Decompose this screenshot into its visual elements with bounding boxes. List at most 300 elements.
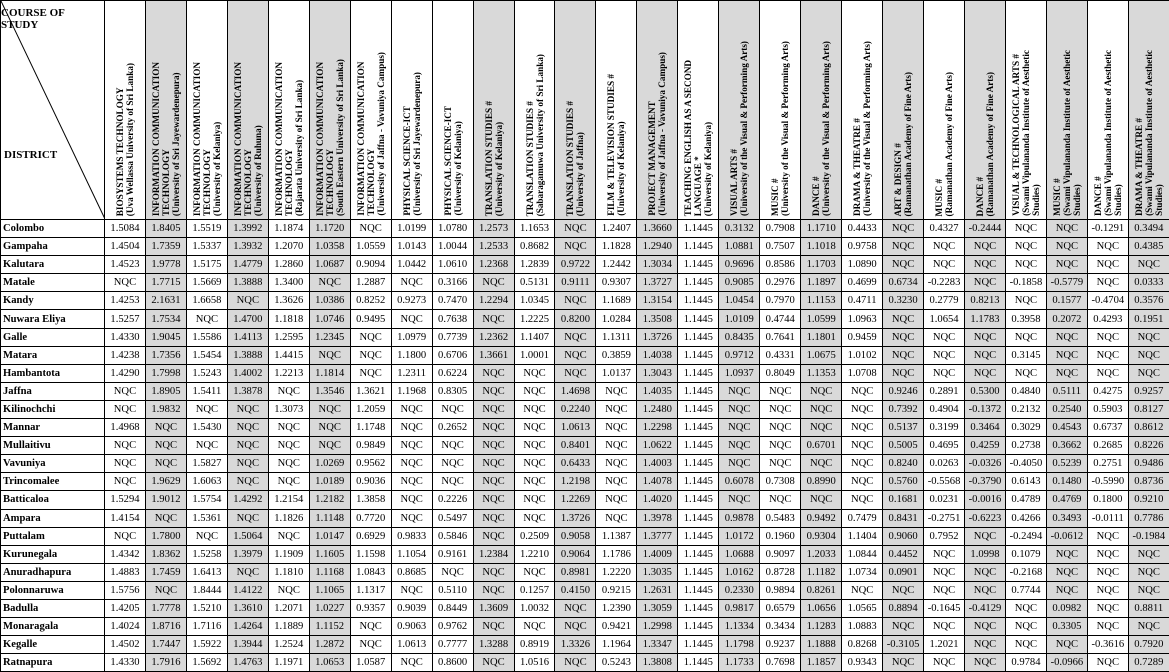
zscore-cell: 1.1445 [678, 256, 719, 274]
zscore-cell: 0.5111 [1046, 382, 1087, 400]
zscore-cell: 1.3626 [268, 292, 309, 310]
zscore-cell: 1.1407 [514, 328, 555, 346]
zscore-cell: NQC [760, 400, 801, 418]
zscore-cell: 1.0565 [842, 599, 883, 617]
zscore-cell: 1.1720 [309, 220, 350, 238]
zscore-cell: 1.1152 [309, 618, 350, 636]
zscore-cell: 1.4020 [637, 491, 678, 509]
zscore-cell: 0.4385 [1128, 238, 1169, 256]
zscore-cell: 1.3808 [637, 654, 678, 672]
zscore-cell: 1.1065 [309, 581, 350, 599]
zscore-cell: 1.5258 [186, 545, 227, 563]
course-header-label: FILM & TELEVISION STUDIES # (University of Kelaniya) [606, 74, 626, 216]
zscore-cell: 1.5243 [186, 364, 227, 382]
zscore-cell: NQC [391, 491, 432, 509]
zscore-cell: 1.2213 [268, 364, 309, 382]
zscore-cell: NQC [473, 581, 514, 599]
zscore-cell: NQC [227, 400, 268, 418]
zscore-cell: 0.5243 [596, 654, 637, 672]
course-header [924, 1, 965, 220]
table-row [1, 419, 1169, 437]
zscore-cell: NQC [965, 654, 1006, 672]
zscore-cell: NQC [1087, 618, 1128, 636]
zscore-cell: 0.9817 [719, 599, 760, 617]
zscore-cell: 1.4763 [227, 654, 268, 672]
zscore-cell: 1.3878 [227, 382, 268, 400]
zscore-cell: 0.5137 [883, 419, 924, 437]
zscore-cell: 0.3305 [1046, 618, 1087, 636]
zscore-cell: 0.2976 [760, 274, 801, 292]
zscore-cell: NQC [965, 527, 1006, 545]
zscore-cell: 0.8049 [760, 364, 801, 382]
zscore-cell: 1.1445 [678, 636, 719, 654]
zscore-cell: 1.8444 [186, 581, 227, 599]
zscore-cell: 1.3888 [227, 346, 268, 364]
zscore-cell: 0.0901 [883, 563, 924, 581]
zscore-cell: NQC [227, 292, 268, 310]
zscore-cell: 0.2240 [555, 400, 596, 418]
zscore-cell: 1.3858 [350, 491, 391, 509]
zscore-cell: 1.4502 [105, 636, 146, 654]
zscore-cell: -0.0966 [1046, 654, 1087, 672]
zscore-cell: NQC [924, 238, 965, 256]
zscore-cell: 1.4253 [105, 292, 146, 310]
zscore-cell: 0.5497 [432, 509, 473, 527]
zscore-cell: 1.2872 [309, 636, 350, 654]
zscore-cell: NQC [1005, 256, 1046, 274]
zscore-cell: NQC [842, 581, 883, 599]
zscore-cell: NQC [924, 563, 965, 581]
zscore-cell: 0.9257 [1128, 382, 1169, 400]
zscore-cell: 1.2524 [268, 636, 309, 654]
zscore-cell: 1.2033 [801, 545, 842, 563]
zscore-cell: NQC [719, 437, 760, 455]
zscore-cell: 1.7778 [145, 599, 186, 617]
zscore-cell: -0.2751 [924, 509, 965, 527]
zscore-cell: NQC [473, 382, 514, 400]
zscore-cell: 0.6706 [432, 346, 473, 364]
zscore-cell: NQC [350, 220, 391, 238]
zscore-cell: 0.4331 [760, 346, 801, 364]
zscore-cell: NQC [1128, 581, 1169, 599]
zscore-cell: 0.6224 [432, 364, 473, 382]
district-cell: Anuradhapura [1, 563, 105, 581]
course-header [350, 1, 391, 220]
zscore-cell: NQC [145, 437, 186, 455]
zscore-cell: NQC [965, 581, 1006, 599]
zscore-cell: 1.5454 [186, 346, 227, 364]
course-header-label: DANCE # (University of the Visual & Performing Arts) [811, 41, 831, 216]
zscore-cell: 0.2685 [1087, 437, 1128, 455]
zscore-cell: NQC [883, 364, 924, 382]
zscore-cell: NQC [350, 328, 391, 346]
zscore-cell: 0.7289 [1128, 654, 1169, 672]
zscore-cell: 0.5131 [514, 274, 555, 292]
zscore-cell: 1.1964 [596, 636, 637, 654]
zscore-cell: 1.4504 [105, 238, 146, 256]
zscore-cell: NQC [514, 364, 555, 382]
zscore-cell: NQC [473, 509, 514, 527]
zscore-cell: NQC [1005, 328, 1046, 346]
zscore-cell: 0.9878 [719, 509, 760, 527]
zscore-cell: NQC [924, 545, 965, 563]
zscore-cell: 0.2738 [1005, 437, 1046, 455]
zscore-cell: 1.4038 [637, 346, 678, 364]
zscore-cell: 1.2021 [924, 636, 965, 654]
zscore-cell: NQC [1087, 563, 1128, 581]
zscore-cell: NQC [924, 364, 965, 382]
table-row [1, 310, 1169, 328]
zscore-cell: NQC [924, 328, 965, 346]
zscore-cell: 1.4883 [105, 563, 146, 581]
zscore-cell: 1.2311 [391, 364, 432, 382]
zscore-cell: 1.3043 [637, 364, 678, 382]
zscore-cell: -0.0016 [965, 491, 1006, 509]
zscore-cell: NQC [1005, 220, 1046, 238]
zscore-cell: NQC [1005, 636, 1046, 654]
course-header [105, 1, 146, 220]
zscore-cell: 0.9161 [432, 545, 473, 563]
zscore-cell: 1.3777 [637, 527, 678, 545]
corner-cell [1, 1, 105, 220]
zscore-cell: 0.9036 [350, 473, 391, 491]
zscore-cell: 0.1079 [1005, 545, 1046, 563]
zscore-cell: 1.1445 [678, 382, 719, 400]
zscore-cell: 1.2940 [637, 238, 678, 256]
zscore-cell: NQC [842, 382, 883, 400]
zscore-cell: 1.0516 [514, 654, 555, 672]
zscore-cell: 1.1317 [350, 581, 391, 599]
zscore-cell: NQC [227, 455, 268, 473]
district-cell: Kurunegala [1, 545, 105, 563]
course-header-label: BIOSYSTEMS TECHNOLOGY (Uva Wellassa University of Sri Lanka) [115, 63, 135, 216]
zscore-cell: 1.8905 [145, 382, 186, 400]
zscore-cell: NQC [801, 455, 842, 473]
zscore-cell: 1.9012 [145, 491, 186, 509]
zscore-cell: 1.1445 [678, 654, 719, 672]
zscore-cell: 1.2071 [268, 599, 309, 617]
zscore-cell: NQC [1005, 364, 1046, 382]
zscore-cell: 0.5760 [883, 473, 924, 491]
zscore-cell: 1.7359 [145, 238, 186, 256]
zscore-cell: 1.0890 [842, 256, 883, 274]
zscore-cell: 1.1710 [801, 220, 842, 238]
zscore-cell: NQC [391, 437, 432, 455]
zscore-cell: 1.1445 [678, 509, 719, 527]
zscore-cell: 0.5903 [1087, 400, 1128, 418]
zscore-cell: 1.8405 [145, 220, 186, 238]
zscore-cell: NQC [924, 618, 965, 636]
zscore-cell: 0.7952 [924, 527, 965, 545]
zscore-cell: 0.8685 [391, 563, 432, 581]
zscore-cell: 0.6929 [350, 527, 391, 545]
zscore-cell: NQC [760, 419, 801, 437]
zscore-cell: 0.9085 [719, 274, 760, 292]
zscore-cell: 1.1283 [801, 618, 842, 636]
zscore-cell: 0.8728 [760, 563, 801, 581]
zscore-cell: 1.1828 [596, 238, 637, 256]
zscore-cell: NQC [186, 310, 227, 328]
zscore-cell: 1.1018 [801, 238, 842, 256]
zscore-cell: 1.3888 [227, 274, 268, 292]
zscore-cell: 0.3434 [760, 618, 801, 636]
course-header-label: INFORMATION COMMUNICATION TECHNOLOGY (University of Ruhuna) [233, 62, 263, 216]
zscore-cell: 0.8213 [965, 292, 1006, 310]
zscore-cell: 0.8811 [1128, 599, 1169, 617]
zscore-cell: 0.9058 [555, 527, 596, 545]
zscore-cell: 0.2779 [924, 292, 965, 310]
zscore-cell: NQC [432, 563, 473, 581]
district-cell: Puttalam [1, 527, 105, 545]
zscore-cell: 0.8305 [432, 382, 473, 400]
zscore-cell: 0.4327 [924, 220, 965, 238]
zscore-cell: 0.6143 [1005, 473, 1046, 491]
zscore-cell: 1.5922 [186, 636, 227, 654]
zscore-cell: NQC [145, 419, 186, 437]
zscore-cell: -0.3790 [965, 473, 1006, 491]
zscore-cell: 1.4779 [227, 256, 268, 274]
zscore-cell: 1.4523 [105, 256, 146, 274]
zscore-cell: 0.9304 [801, 527, 842, 545]
district-cell: Jaffna [1, 382, 105, 400]
zscore-cell: -0.6223 [965, 509, 1006, 527]
zscore-cell: NQC [883, 310, 924, 328]
zscore-cell: 0.7392 [883, 400, 924, 418]
zscore-cell: 0.9784 [1005, 654, 1046, 672]
zscore-cell: 1.1445 [678, 455, 719, 473]
zscore-cell: NQC [555, 220, 596, 238]
zscore-cell: 1.0883 [842, 618, 883, 636]
course-header [268, 1, 309, 220]
zscore-cell: 0.7479 [842, 509, 883, 527]
zscore-cell: 1.4330 [105, 328, 146, 346]
zscore-cell: NQC [596, 491, 637, 509]
zscore-cell: 1.4698 [555, 382, 596, 400]
zscore-cell: 0.2540 [1046, 400, 1087, 418]
zscore-cell: 1.3992 [227, 220, 268, 238]
zscore-cell: NQC [309, 274, 350, 292]
zscore-cell: 1.0654 [924, 310, 965, 328]
zscore-cell: -0.1291 [1087, 220, 1128, 238]
zscore-cell: NQC [1005, 292, 1046, 310]
zscore-cell: NQC [186, 527, 227, 545]
zscore-cell: 1.3059 [637, 599, 678, 617]
zscore-cell: 1.3661 [473, 346, 514, 364]
zscore-cell: 1.9832 [145, 400, 186, 418]
zscore-cell: NQC [473, 473, 514, 491]
zscore-cell: 1.2595 [268, 328, 309, 346]
table-row [1, 527, 1169, 545]
zscore-cell: NQC [965, 238, 1006, 256]
district-cell: Hambantota [1, 364, 105, 382]
table-row [1, 400, 1169, 418]
zscore-cell: 1.0688 [719, 545, 760, 563]
zscore-cell: NQC [105, 437, 146, 455]
zscore-cell: 2.1631 [145, 292, 186, 310]
zscore-cell: NQC [719, 419, 760, 437]
zscore-cell: 1.1334 [719, 618, 760, 636]
zscore-cell: NQC [883, 618, 924, 636]
zscore-cell: NQC [1046, 581, 1087, 599]
zscore-cell: NQC [391, 310, 432, 328]
zscore-cell: 1.2384 [473, 545, 514, 563]
zscore-cell: 1.0102 [842, 346, 883, 364]
zscore-cell: 1.1445 [678, 346, 719, 364]
table-row [1, 491, 1169, 509]
zscore-cell: 0.1951 [1128, 310, 1169, 328]
table-row [1, 545, 1169, 563]
zscore-cell: NQC [391, 419, 432, 437]
zscore-cell: 0.5005 [883, 437, 924, 455]
zscore-cell: 1.7800 [145, 527, 186, 545]
zscore-cell: 1.0881 [719, 238, 760, 256]
zscore-cell: 1.0143 [391, 238, 432, 256]
zscore-cell: 1.1445 [678, 274, 719, 292]
district-label: DISTRICT [4, 149, 57, 161]
zscore-cell: -0.3616 [1087, 636, 1128, 654]
zscore-cell: 1.1445 [678, 563, 719, 581]
zscore-cell: NQC [555, 364, 596, 382]
zscore-cell: 0.9357 [350, 599, 391, 617]
zscore-cell: 1.2070 [268, 238, 309, 256]
zscore-cell: NQC [1005, 618, 1046, 636]
zscore-cell: 1.1818 [268, 310, 309, 328]
zscore-cell: 1.0044 [432, 238, 473, 256]
zscore-cell: NQC [719, 400, 760, 418]
zscore-cell: NQC [1128, 328, 1169, 346]
zscore-cell: 0.3166 [432, 274, 473, 292]
zscore-cell: 1.1445 [678, 527, 719, 545]
zscore-cell: 0.9210 [1128, 491, 1169, 509]
zscore-cell: NQC [473, 618, 514, 636]
table-row [1, 473, 1169, 491]
zscore-cell: 1.7534 [145, 310, 186, 328]
zscore-cell: NQC [760, 455, 801, 473]
district-cell: Vavuniya [1, 455, 105, 473]
zscore-cell: 1.1404 [842, 527, 883, 545]
course-header-label: PHYSICAL SCIENCE-ICT (University of Sri Jayewardenepura) [402, 72, 422, 216]
zscore-cell: 1.1445 [678, 618, 719, 636]
zscore-cell: NQC [186, 437, 227, 455]
zscore-cell: NQC [268, 473, 309, 491]
zscore-cell: 0.4433 [842, 220, 883, 238]
zscore-cell: NQC [596, 419, 637, 437]
course-header [1046, 1, 1087, 220]
zscore-cell: 1.1605 [309, 545, 350, 563]
zscore-cell: NQC [309, 400, 350, 418]
zscore-cell: 1.5754 [186, 491, 227, 509]
zscore-cell: 1.7356 [145, 346, 186, 364]
zscore-cell: 1.1311 [596, 328, 637, 346]
zscore-cell: 1.0963 [842, 310, 883, 328]
zscore-cell: NQC [268, 382, 309, 400]
table-row [1, 364, 1169, 382]
zscore-cell: 0.4769 [1046, 491, 1087, 509]
zscore-cell: 1.1889 [268, 618, 309, 636]
zscore-cell: 0.9486 [1128, 455, 1169, 473]
zscore-cell: -0.1372 [965, 400, 1006, 418]
zscore-cell: 1.2368 [473, 256, 514, 274]
zscore-cell: 0.8612 [1128, 419, 1169, 437]
zscore-cell: NQC [473, 527, 514, 545]
zscore-cell: 1.1168 [309, 563, 350, 581]
zscore-cell: 1.1445 [678, 419, 719, 437]
zscore-cell: 1.3546 [309, 382, 350, 400]
zscore-cell: 0.6734 [883, 274, 924, 292]
zscore-cell: NQC [1046, 328, 1087, 346]
zscore-cell: 1.1353 [801, 364, 842, 382]
zscore-cell: 1.4292 [227, 491, 268, 509]
zscore-cell: 0.6078 [719, 473, 760, 491]
zscore-cell: NQC [924, 654, 965, 672]
zscore-cell: NQC [350, 346, 391, 364]
zscore-cell: 0.2751 [1087, 455, 1128, 473]
zscore-cell: 1.1182 [801, 563, 842, 581]
zscore-cell: NQC [391, 509, 432, 527]
zscore-cell: 1.4035 [637, 382, 678, 400]
zscore-cell: 1.1801 [801, 328, 842, 346]
zscore-cell: NQC [555, 238, 596, 256]
zscore-cell: 0.9215 [596, 581, 637, 599]
zscore-cell: 1.1054 [391, 545, 432, 563]
zscore-cell: -0.2168 [1005, 563, 1046, 581]
zscore-cell: 0.9894 [760, 581, 801, 599]
zscore-cell: 1.0687 [309, 256, 350, 274]
zscore-cell: NQC [965, 636, 1006, 654]
zscore-cell: 1.0358 [309, 238, 350, 256]
zscore-cell: NQC [268, 581, 309, 599]
zscore-cell: 1.4078 [637, 473, 678, 491]
zscore-cell: 1.2631 [637, 581, 678, 599]
zscore-cell: 0.9562 [350, 455, 391, 473]
zscore-cell: 1.1786 [596, 545, 637, 563]
zscore-cell: NQC [801, 382, 842, 400]
zscore-cell: NQC [719, 455, 760, 473]
zscore-cell: 1.0844 [842, 545, 883, 563]
zscore-cell: NQC [555, 328, 596, 346]
zscore-cell: NQC [924, 346, 965, 364]
zscore-cell: 0.4150 [555, 581, 596, 599]
zscore-cell: 0.9696 [719, 256, 760, 274]
zscore-cell: NQC [473, 274, 514, 292]
course-header [842, 1, 883, 220]
district-cell: Matale [1, 274, 105, 292]
district-cell: Trincomalee [1, 473, 105, 491]
zscore-cell: NQC [596, 455, 637, 473]
zscore-cell: 1.9629 [145, 473, 186, 491]
zscore-cell: 0.8990 [801, 473, 842, 491]
zscore-cell: NQC [350, 618, 391, 636]
table-row [1, 509, 1169, 527]
zscore-cell: NQC [227, 473, 268, 491]
course-header [801, 1, 842, 220]
zscore-cell: NQC [350, 636, 391, 654]
zscore-cell: NQC [105, 400, 146, 418]
zscore-cell: 0.7786 [1128, 509, 1169, 527]
zscore-cell: 0.0231 [924, 491, 965, 509]
zscore-cell: 1.1445 [678, 292, 719, 310]
zscore-cell: 0.6737 [1087, 419, 1128, 437]
course-header [391, 1, 432, 220]
zscore-cell: NQC [801, 491, 842, 509]
zscore-cell: NQC [473, 437, 514, 455]
zscore-cell: NQC [145, 581, 186, 599]
zscore-cell: 1.9778 [145, 256, 186, 274]
zscore-cell: 1.3326 [555, 636, 596, 654]
zscore-cell: NQC [965, 346, 1006, 364]
zscore-cell: 1.2059 [350, 400, 391, 418]
table-row [1, 654, 1169, 672]
